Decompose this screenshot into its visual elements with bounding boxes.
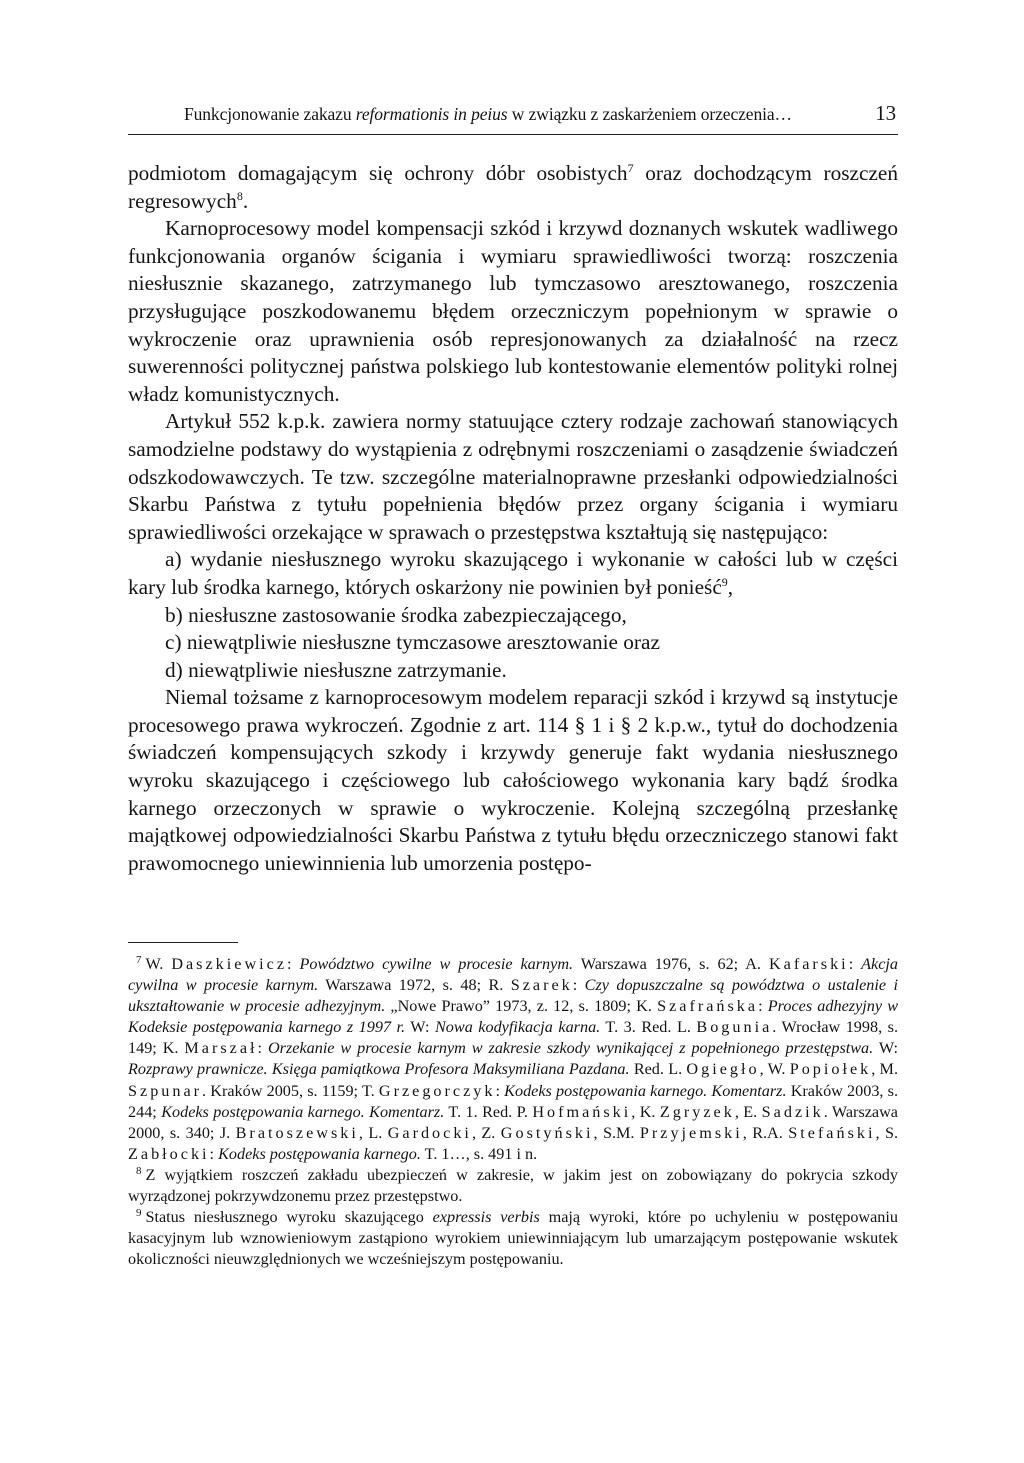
- paragraph-2: Karnoprocesowy model kompensacji szkód i krzywd doznanych wskutek wadliwego funkcjonowania organów ścigania i wymiaru sprawiedliwości tworzą: roszczenia niesłusznie skazanego, zatrzymanego lub tymczasowo aresztowanego, roszczenia przysługujące poszkodowanemu błędem orzeczniczym popełnionym w sprawie o wykroczenie oraz uprawnienia osób represjonowanych za działalność na rzecz suwerenności politycznej państwa polskiego lub kontestowanie elementów polityki rolnej władz komunistycznych.: [128, 216, 898, 406]
- footnotes: [128, 954, 898, 1270]
- paragraph-3: Artykuł 552 k.p.k. zawiera normy statuujące cztery rodzaje zachowań stanowiących samodzielne podstawy do wystąpienia z odrębnymi roszczeniami o zasądzenie świadczeń odszkodowawczych. Te tzw. szczególne materialnoprawne przesłanki odpowiedzialności Skarbu Państwa z tytułu popełnienia błędów przez organy ścigania i wymiaru sprawiedliwości orzekające w sprawach o przestępstwa kształtują się następująco:: [128, 409, 898, 544]
- running-title-italic: reformationis in peius: [355, 104, 508, 124]
- paragraph-4: Niemal tożsame z karnoprocesowym modelem reparacji szkód i krzywd są instytucje procesowego prawa wykroczeń. Zgodnie z art. 114 § 1 i § 2 k.p.w., tytuł do dochodzenia świadczeń kompensujących szkody i krzywdy generuje fakt wydania niesłusznego wyroku skazującego i częściowego lub całościowego wykonania kary bądź środka karnego orzeczonych w sprawie o wykroczenie. Kolejną szczególną przesłankę majątkowej odpowiedzialności Skarbu Państwa z tytułu błędu orzeczniczego stanowi fakt prawomocnego uniewinnienia lub umorzenia postępo-: [128, 685, 898, 875]
- footnote-ref-8[interactable]: 8: [236, 188, 243, 203]
- main-text: [128, 160, 898, 877]
- footnote-ref-9[interactable]: 9: [721, 574, 728, 589]
- list-item-b: b) niesłuszne zastosowanie środka zabezpieczającego,: [165, 602, 627, 627]
- list-item-a: a) wydanie niesłusznego wyroku skazującego i wykonanie w całości lub w części kary lub środka karnego, których oskarżony nie powinien był ponieść$^9$,: [128, 547, 898, 599]
- footnote-8: $^8$ Z wyjątkiem roszczeń zakładu ubezpieczeń w zakresie, w jakim jest on zobowiązany do pokrycia szkody wyrządzonej pokrzywdzonemu przez przestępstwo.: [128, 1164, 898, 1206]
- footnote-7: $^7$ W. Daszkiewicz: Powództwo cywilne w procesie karnym. Warszawa 1976, s. 62; A. Kafarski: Akcja cywilna w procesie karnym. Warszawa 1972, s. 48; R. Szarek: Czy dopuszczalne są powództwa o ustalenie i ukształtowanie w procesie adhezyjnym. „Nowe Prawo” 1973, z. 12, s. 1809; K. Szafrańska: Proces adhezyjny w Kodeksie postępowania karnego z 1997 r. W: Nowa kodyfikacja karna. T. 3. Red. L. Bogunia. Wrocław 1998, s. 149; K. Marszał: Orzekanie w procesie karnym w zakresie szkody wynikającej z popełnionego przestępstwa. W: Rozprawy prawnicze. Księga pamiątkowa Profesora Maksymiliana Pazdana. Red. L. Ogiegło, W. Popiołek, M. Szpunar. Kraków 2005, s. 1159; T. Grzegorczyk: Kodeks postępowania karnego. Komentarz. Kraków 2003, s. 244; Kodeks postępowania karnego. Komentarz. T. 1. Red. P. Hofmański, K. Zgryzek, E. Sadzik. Warszawa 2000, s. 340; J. Bratoszewski, L. Gardocki, Z. Gostyński, S.M. Przyjemski, R.A. Stefański, S. Zabłocki: Kodeks postępowania karnego. T. 1…, s. 491 i n.: [128, 953, 899, 1163]
- footnote-separator: [128, 942, 238, 943]
- footnote-ref-7[interactable]: 7: [627, 160, 634, 175]
- list-item-c: c) niewątpliwie niesłuszne tymczasowe aresztowanie oraz: [165, 630, 660, 655]
- footnote-9: $^9$ Status niesłusznego wyroku skazującego expressis verbis mają wyroki, które po uchyleniu w postępowaniu kasacyjnym lub wznowieniowym zastąpiono wyrokiem uniewinniającym lub umarzającym postępowanie wskutek okoliczności nieuwzględnionych we wcześniejszym postępowaniu.: [128, 1206, 898, 1269]
- paragraph-1: podmiotom domagającym się ochrony dóbr osobistych$^7$ oraz dochodzącym roszczeń regresowych$^8$.: [128, 160, 898, 213]
- running-header: [128, 100, 898, 135]
- page-number: 13: [875, 101, 896, 125]
- list-item-d: d) niewątpliwie niesłuszne zatrzymanie.: [165, 657, 507, 682]
- running-title: Funkcjonowanie zakazu reformationis in peius w związku z zaskarżeniem orzeczenia…: [184, 104, 792, 124]
